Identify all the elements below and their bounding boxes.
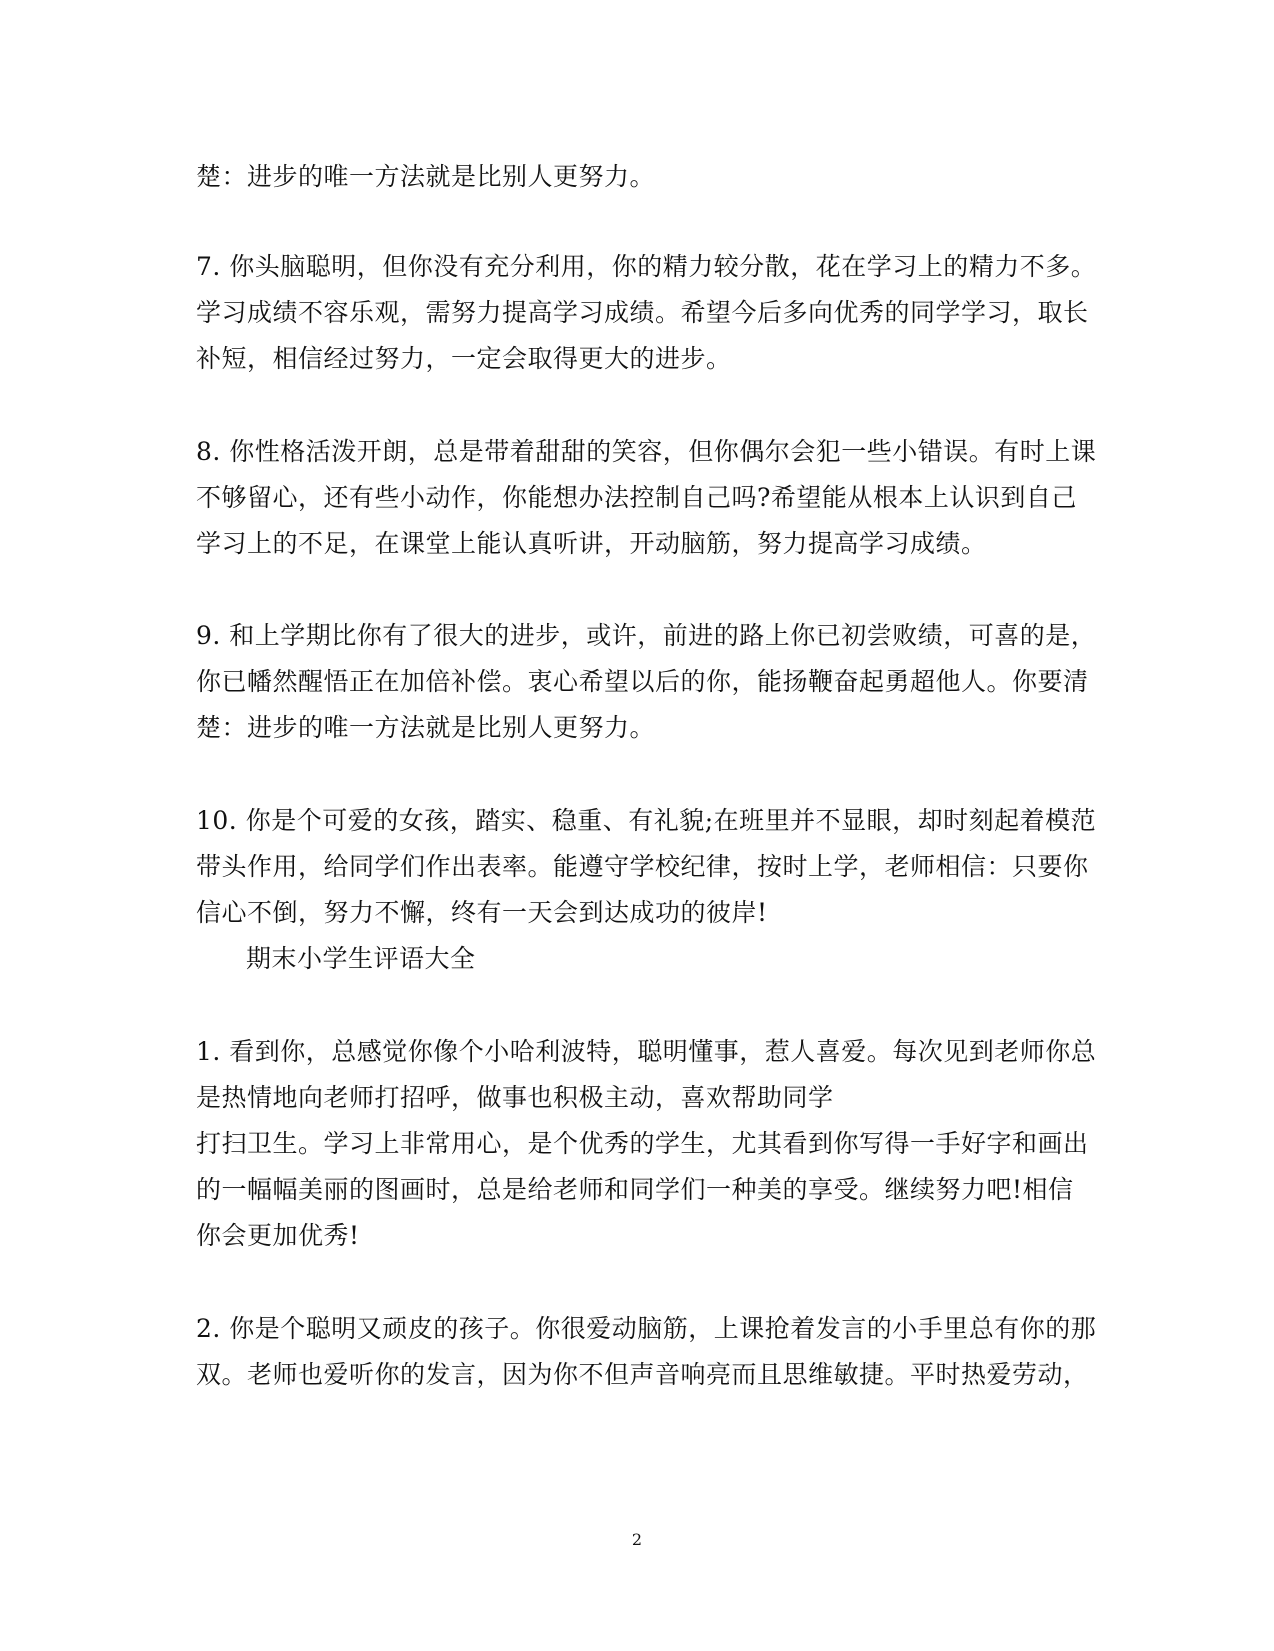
text-line: 你会更加优秀! <box>196 1221 360 1250</box>
text-line: 9. 和上学期比你有了很大的进步，或许，前进的路上你已初尝败绩，可喜的是， <box>196 621 1097 650</box>
section-heading: 期末小学生评语大全 <box>246 944 476 973</box>
text-line: 10. 你是个可爱的女孩，踏实、稳重、有礼貌;在班里并不显眼，却时刻起着模范 <box>196 806 1097 835</box>
text-line: 1. 看到你，总感觉你像个小哈利波特，聪明懂事，惹人喜爱。每次见到老师你总 <box>196 1037 1097 1066</box>
text-line: 补短，相信经过努力，一定会取得更大的进步。 <box>196 344 732 373</box>
page-number: 2 <box>631 1530 643 1549</box>
text-line: 楚：进步的唯一方法就是比别人更努力。 <box>196 713 656 742</box>
text-line: 8. 你性格活泼开朗，总是带着甜甜的笑容，但你偶尔会犯一些小错误。有时上课 <box>196 437 1097 466</box>
text-line: 带头作用，给同学们作出表率。能遵守学校纪律，按时上学，老师相信：只要你 <box>196 852 1089 881</box>
text-line: 信心不倒，努力不懈，终有一天会到达成功的彼岸! <box>196 898 768 927</box>
text-line: 双。老师也爱听你的发言，因为你不但声音响亮而且思维敏捷。平时热爱劳动， <box>196 1360 1089 1389</box>
text-line: 是热情地向老师打招呼，做事也积极主动，喜欢帮助同学 <box>196 1083 834 1112</box>
text-line: 打扫卫生。学习上非常用心，是个优秀的学生，尤其看到你写得一手好字和画出 <box>196 1129 1089 1158</box>
text-line: 7. 你头脑聪明，但你没有充分利用，你的精力较分散，花在学习上的精力不多。 <box>196 252 1097 281</box>
text-line: 不够留心，还有些小动作，你能想办法控制自己吗?希望能从根本上认识到自己 <box>196 483 1077 512</box>
text-line: 你已幡然醒悟正在加倍补偿。衷心希望以后的你，能扬鞭奋起勇超他人。你要清 <box>196 667 1089 696</box>
text-line: 楚：进步的唯一方法就是比别人更努力。 <box>196 162 656 191</box>
text-line: 学习成绩不容乐观，需努力提高学习成绩。希望今后多向优秀的同学学习，取长 <box>196 298 1089 327</box>
text-line: 2. 你是个聪明又顽皮的孩子。你很爱动脑筋，上课抢着发言的小手里总有你的那 <box>196 1314 1097 1343</box>
text-line: 学习上的不足，在课堂上能认真听讲，开动脑筋，努力提高学习成绩。 <box>196 529 987 558</box>
text-line: 的一幅幅美丽的图画时，总是给老师和同学们一种美的享受。继续努力吧!相信 <box>196 1175 1074 1204</box>
